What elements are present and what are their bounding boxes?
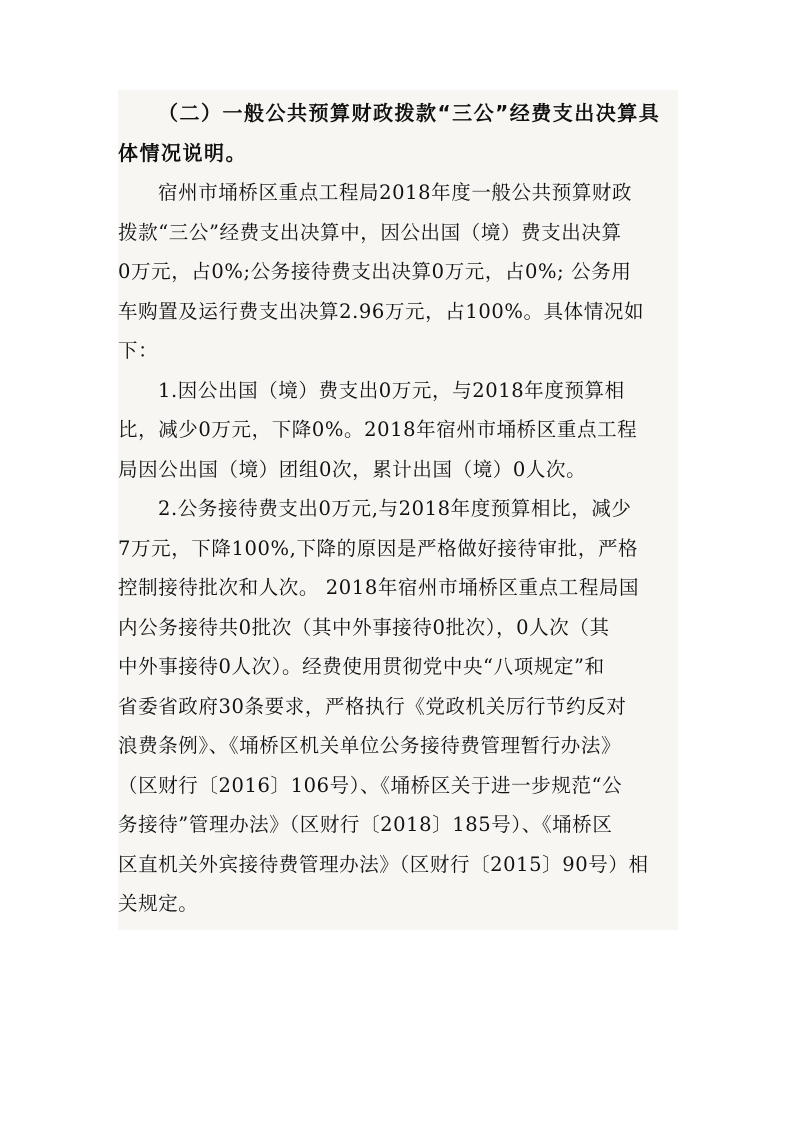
item-2-line-4: 内公务接待共0批次（其中外事接待0批次），0人次（其 (118, 615, 610, 639)
item-2-line-10: 区直机关外宾接待费管理办法》（区财行〔2015〕90号）相 (118, 852, 649, 876)
section-heading-line-2: 体情况说明。 (118, 140, 247, 165)
item-1-line-2: 比，减少0万元，下降0%。2018年宿州市埇桥区重点工程 (118, 418, 638, 441)
item-2-line-9: 务接待”管理办法》（区财行〔2018〕185号）、《埇桥区 (118, 813, 613, 836)
item-2-line-8: （区财行〔2016〕106号）、《埇桥区关于进一步规范“公 (118, 773, 623, 797)
overview-line-2: 拨款“三公”经费支出决算中，因公出国（境）费支出决算 (118, 220, 622, 244)
item-1-line-3: 局因公出国（境）团组0次，累计出国（境）0人次。 (118, 457, 587, 481)
item-2-line-7: 浪费条例》、《埇桥区机关单位公务接待费管理暂行办法》 (118, 734, 622, 757)
item-2-line-1: 2.公务接待费支出0万元,与2018年度预算相比，减少 (158, 497, 632, 520)
item-2-line-3: 控制接待批次和人次。 2018年宿州市埇桥区重点工程局国 (118, 576, 640, 599)
overview-line-1: 宿州市埇桥区重点工程局2018年度一般公共预算财政 (158, 181, 633, 204)
item-1-line-1: 1.因公出国（境）费支出0万元，与2018年度预算相 (158, 378, 625, 402)
item-2-line-11: 关规定。 (118, 892, 199, 915)
overview-line-5: 下： (118, 339, 159, 362)
overview-line-4: 车购置及运行费支出决算2.96万元，占100%。具体情况如 (118, 299, 645, 323)
section-heading-line-1: （二）一般公共预算财政拨款“三公”经费支出决算具 (158, 101, 661, 125)
item-2-line-5: 中外事接待0人次）。经费使用贯彻党中央“八项规定”和 (118, 655, 605, 678)
text-block (118, 90, 678, 930)
item-2-line-2: 7万元，下降100%,下降的原因是严格做好接待审批，严格 (118, 536, 639, 560)
overview-line-3: 0万元，占0%;公务接待费支出决算0万元，占0%; 公务用 (118, 260, 632, 283)
item-2-line-6: 省委省政府30条要求，严格执行《党政机关厉行节约反对 (118, 694, 627, 718)
